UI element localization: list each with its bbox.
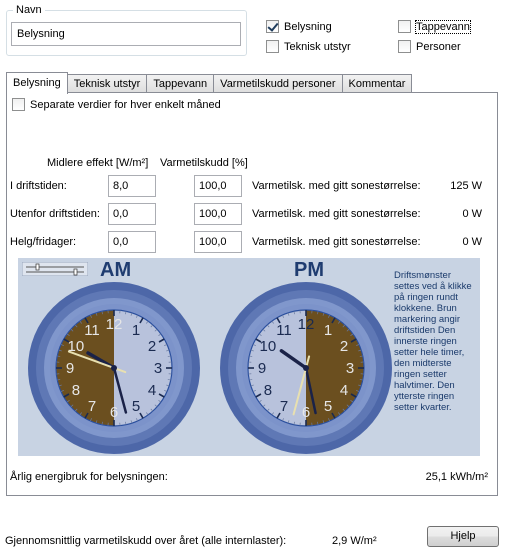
clock-numeral: 1 <box>323 321 333 339</box>
tab-belysning[interactable]: Belysning <box>6 72 68 94</box>
header-effekt: Midlere effekt [W/m²] <box>47 157 149 169</box>
checkbox-box[interactable] <box>398 20 411 33</box>
am-clock[interactable] <box>24 280 204 456</box>
navn-input[interactable] <box>11 22 241 46</box>
clock-numeral: 11 <box>276 321 292 339</box>
clock-numeral: 8 <box>71 382 81 399</box>
row-desc: Varmetilsk. med gitt sonestørrelse: <box>252 236 421 248</box>
clock-numeral: 12 <box>297 316 315 333</box>
header-varmetilskudd: Varmetilskudd [%] <box>160 157 248 169</box>
row-label: I driftstiden: <box>10 180 67 192</box>
clock-numeral: 3 <box>153 360 163 377</box>
effekt-input-helg[interactable] <box>108 231 156 253</box>
checkbox-teknisk-utstyr[interactable] <box>266 40 351 53</box>
clock-numeral: 10 <box>259 338 277 355</box>
clock-center <box>303 365 309 371</box>
clock-numeral: 2 <box>339 338 349 355</box>
checkbox-separate-values[interactable] <box>12 98 221 111</box>
am-label: AM <box>100 259 132 281</box>
row-result: 0 W <box>462 208 482 220</box>
annual-label: Årlig energibruk for belysningen: <box>10 471 168 483</box>
checkbox-box[interactable] <box>398 40 411 53</box>
checkbox-box[interactable] <box>266 20 279 33</box>
row-desc: Varmetilsk. med gitt sonestørrelse: <box>252 208 421 220</box>
checkbox-label: Personer <box>416 40 461 53</box>
zoom-slider[interactable] <box>22 262 88 276</box>
tab-kommentar[interactable]: Kommentar <box>342 74 413 94</box>
pm-clock[interactable] <box>216 280 396 456</box>
row-label: Utenfor driftstiden: <box>10 208 100 220</box>
tab-varmetilskudd-personer[interactable]: Varmetilskudd personer <box>213 74 342 94</box>
tab-strip <box>6 72 411 93</box>
clock-center <box>111 365 117 371</box>
pm-label: PM <box>294 259 324 281</box>
row-label: Helg/fridager: <box>10 236 77 248</box>
varme-input-utenfor[interactable] <box>194 203 242 225</box>
checkbox-box[interactable] <box>266 40 279 53</box>
clock-numeral: 6 <box>301 404 311 421</box>
clock-numeral: 9 <box>257 360 267 377</box>
clock-numeral: 2 <box>147 338 157 355</box>
clock-numeral: 1 <box>131 321 141 339</box>
clock-numeral: 4 <box>147 382 157 399</box>
varme-input-helg[interactable] <box>194 231 242 253</box>
average-value: 2,9 W/m² <box>332 535 377 547</box>
clock-area <box>18 258 480 456</box>
clock-numeral: 3 <box>345 360 355 377</box>
clock-numeral: 5 <box>131 398 141 416</box>
row-desc: Varmetilsk. med gitt sonestørrelse: <box>252 180 421 192</box>
varme-input-drift[interactable] <box>194 175 242 197</box>
average-label: Gjennomsnittlig varmetilskudd over året (alle internlaster): <box>5 535 287 547</box>
clock-numeral: 10 <box>67 338 85 355</box>
tab-teknisk-utstyr[interactable]: Teknisk utstyr <box>67 74 148 94</box>
effekt-input-drift[interactable] <box>108 175 156 197</box>
checkbox-belysning[interactable] <box>266 20 332 33</box>
checkbox-tappevann[interactable] <box>398 20 470 33</box>
clock-numeral: 4 <box>339 382 349 399</box>
annual-value: 25,1 kWh/m² <box>425 471 488 483</box>
row-result: 125 W <box>450 180 482 192</box>
clock-numeral: 11 <box>84 321 100 339</box>
checkbox-label: Belysning <box>284 20 332 33</box>
clock-numeral: 7 <box>279 398 289 416</box>
checkbox-box[interactable] <box>12 98 25 111</box>
clock-numeral: 9 <box>65 360 75 377</box>
tab-tappevann[interactable]: Tappevann <box>146 74 214 94</box>
clock-numeral: 6 <box>109 404 119 421</box>
row-result: 0 W <box>462 236 482 248</box>
navn-legend: Navn <box>16 4 42 16</box>
checkbox-personer[interactable] <box>398 40 461 53</box>
help-button[interactable]: Hjelp <box>427 526 499 547</box>
help-text: Driftsmønster settes ved å klikke på ringen rundt klokkene. Brun markering angir driftstiden Den innerste ringen setter hele timer, den midterste ringen setter halvtimer. Den ytterste ringen setter kvarter. <box>394 270 472 413</box>
clock-numeral: 12 <box>105 316 123 333</box>
clock-numeral: 7 <box>87 398 97 416</box>
effekt-input-utenfor[interactable] <box>108 203 156 225</box>
checkbox-label: Separate verdier for hver enkelt måned <box>30 98 221 111</box>
clock-numeral: 5 <box>323 398 333 416</box>
checkbox-label: Tappevann <box>416 20 470 33</box>
checkbox-label: Teknisk utstyr <box>284 40 351 53</box>
clock-numeral: 8 <box>263 382 273 399</box>
